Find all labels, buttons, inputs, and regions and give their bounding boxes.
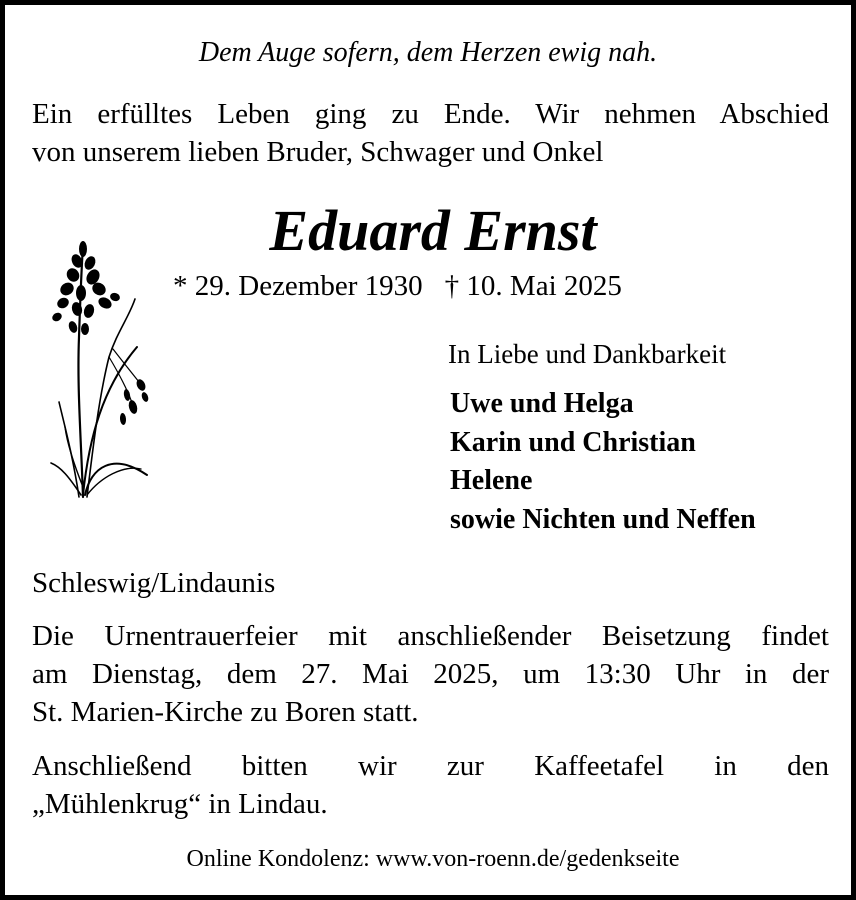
reception-line-2: „Mühlenkrug“ in Lindau.: [32, 788, 328, 820]
service-paragraph: [32, 617, 829, 731]
intro-line-2: von unserem lieben Bruder, Schwager und Onkel: [32, 136, 604, 168]
service-line-2: am Dienstag, dem 27. Mai 2025, um 13:30 Uhr in der: [32, 658, 829, 690]
deceased-name: Eduard Ernst: [269, 198, 597, 263]
mourners-list: [450, 385, 756, 539]
service-line-1: Die Urnentrauerfeier mit anschließender Beisetzung findet: [32, 620, 829, 652]
online-condolence-line: Online Kondolenz: www.von-roenn.de/gedenkseite: [186, 846, 680, 872]
mourner-name: sowie Nichten und Neffen: [450, 503, 756, 535]
place-line: Schleswig/Lindaunis: [32, 567, 276, 599]
reception-paragraph: [32, 747, 829, 823]
intro-text: [32, 95, 829, 171]
life-dates: [173, 267, 622, 305]
mourner-name: Karin und Christian: [450, 426, 696, 458]
thanks-line: In Liebe und Dankbarkeit: [448, 339, 727, 369]
mourner-name: Helene: [450, 465, 533, 496]
mourner-name: Uwe und Helga: [450, 388, 634, 419]
intro-line-1: Ein erfülltes Leben ging zu Ende. Wir nehmen Abschied: [32, 98, 829, 130]
service-line-3: St. Marien-Kirche zu Boren statt.: [32, 696, 419, 728]
death-date: † 10. Mai 2025: [444, 270, 622, 302]
motto-line: Dem Auge sofern, dem Herzen ewig nah.: [198, 37, 658, 68]
birth-date: * 29. Dezember 1930: [173, 270, 423, 302]
grass-plant-illustration-icon: [43, 237, 155, 499]
reception-line-1: Anschließend bitten wir zur Kaffeetafel in den: [32, 750, 829, 782]
